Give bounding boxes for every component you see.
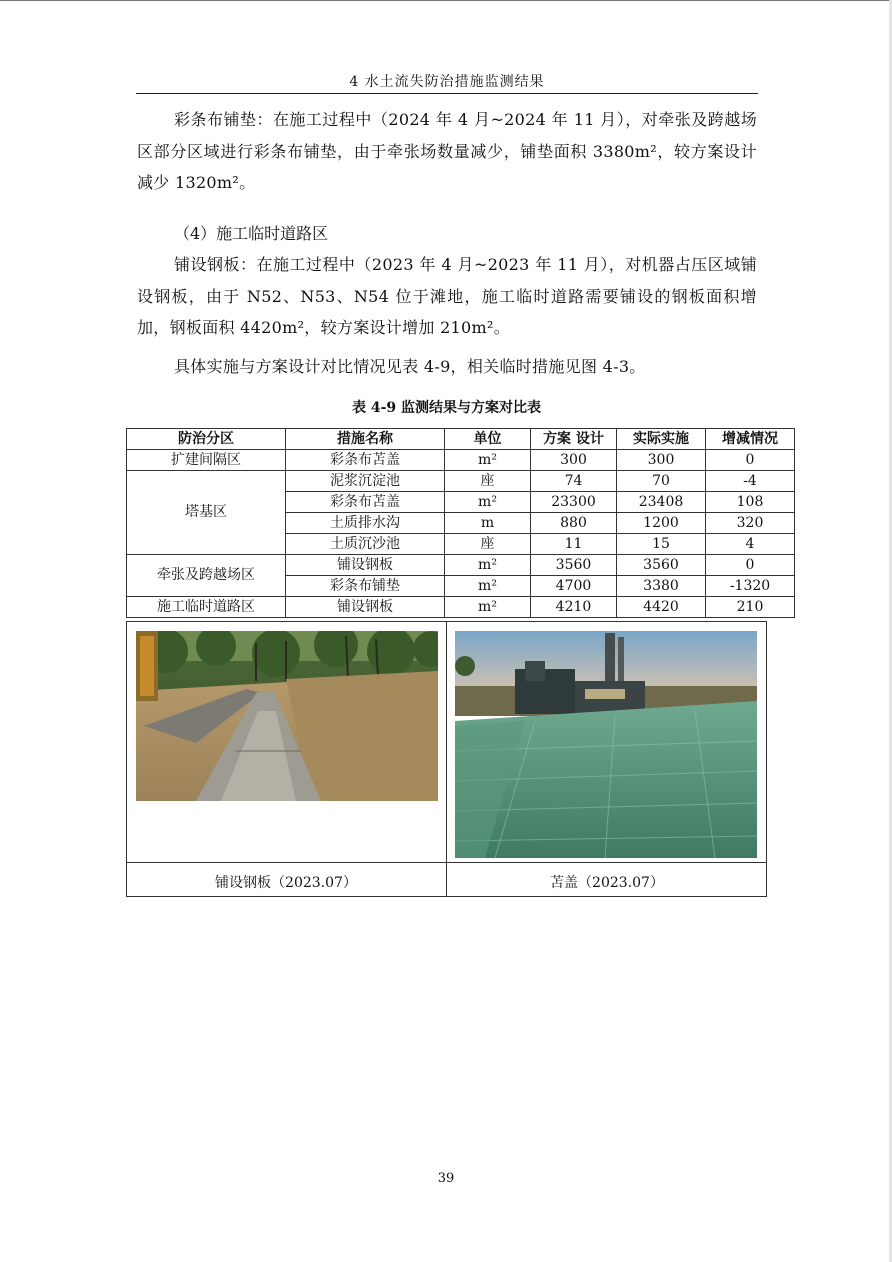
change-cell: -4 xyxy=(706,471,795,492)
planned-cell: 880 xyxy=(531,513,617,534)
header-rule xyxy=(136,93,758,94)
actual-cell: 15 xyxy=(617,534,706,555)
page-number: 39 xyxy=(437,1171,455,1186)
running-header: 4 水土流失防治措施监测结果 xyxy=(349,74,545,90)
change-cell: 0 xyxy=(706,555,795,576)
change-cell: 320 xyxy=(706,513,795,534)
actual-cell: 3380 xyxy=(617,576,706,597)
photo-caption-rule xyxy=(126,862,767,863)
photo-caption-right: 苫盖（2023.07） xyxy=(550,875,664,891)
measure-cell: 铺设钢板 xyxy=(286,597,445,618)
unit-cell: m² xyxy=(445,555,531,576)
paragraph-colored-cloth-mat: 彩条布铺垫：在施工过程中（2024 年 4 月~2024 年 11 月），对牵张及跨越场区部分区域进行彩条布铺垫，由于牵张场数量减少，铺垫面积 3380m²，较方案设计减少 1320m²。 xyxy=(137,110,757,192)
table-row xyxy=(127,555,795,576)
measure-cell: 土质沉沙池 xyxy=(286,534,445,555)
change-cell: -1320 xyxy=(706,576,795,597)
zone-cell: 扩建间隔区 xyxy=(127,450,286,471)
change-cell: 210 xyxy=(706,597,795,618)
planned-cell: 74 xyxy=(531,471,617,492)
paragraph-steel-plate: 铺设钢板：在施工过程中（2023 年 4 月~2023 年 11 月），对机器占压区域铺设钢板，由于 N52、N53、N54 位于滩地，施工临时道路需要铺设的钢板面积增加，钢板面积 4420m²，较方案设计增加 210m²。 xyxy=(137,255,757,337)
comparison-table xyxy=(126,428,795,618)
change-cell: 0 xyxy=(706,450,795,471)
header-unit: 单位 xyxy=(445,429,531,450)
zone-cell: 施工临时道路区 xyxy=(127,597,286,618)
zone-cell: 牵张及跨越场区 xyxy=(127,555,286,597)
unit-cell: 座 xyxy=(445,471,531,492)
measure-cell: 彩条布苫盖 xyxy=(286,450,445,471)
actual-cell: 4420 xyxy=(617,597,706,618)
steel-plate-photo xyxy=(136,631,438,801)
planned-cell: 3560 xyxy=(531,555,617,576)
zone-cell: 塔基区 xyxy=(127,471,286,555)
measure-cell: 泥浆沉淀池 xyxy=(286,471,445,492)
change-cell: 108 xyxy=(706,492,795,513)
table-row xyxy=(127,450,795,471)
measure-cell: 彩条布苫盖 xyxy=(286,492,445,513)
unit-cell: m xyxy=(445,513,531,534)
measure-cell: 彩条布铺垫 xyxy=(286,576,445,597)
unit-cell: m² xyxy=(445,576,531,597)
planned-cell: 4700 xyxy=(531,576,617,597)
actual-cell: 1200 xyxy=(617,513,706,534)
actual-cell: 70 xyxy=(617,471,706,492)
header-zone: 防治分区 xyxy=(127,429,286,450)
actual-cell: 3560 xyxy=(617,555,706,576)
header-actual: 实际实施 xyxy=(617,429,706,450)
measure-cell: 铺设钢板 xyxy=(286,555,445,576)
header-change: 增减情况 xyxy=(706,429,795,450)
table-row xyxy=(127,597,795,618)
unit-cell: m² xyxy=(445,450,531,471)
table-row xyxy=(127,471,795,492)
planned-cell: 4210 xyxy=(531,597,617,618)
unit-cell: m² xyxy=(445,597,531,618)
net-cover-photo xyxy=(455,631,757,858)
planned-cell: 23300 xyxy=(531,492,617,513)
section-heading-temp-road: （4）施工临时道路区 xyxy=(174,224,329,243)
change-cell: 4 xyxy=(706,534,795,555)
unit-cell: 座 xyxy=(445,534,531,555)
header-planned: 方案 设计 xyxy=(531,429,617,450)
actual-cell: 300 xyxy=(617,450,706,471)
page-top-rule xyxy=(0,0,892,1)
photo-caption-left: 铺设钢板（2023.07） xyxy=(215,875,357,891)
planned-cell: 300 xyxy=(531,450,617,471)
planned-cell: 11 xyxy=(531,534,617,555)
paragraph-reference: 具体实施与方案设计对比情况见表 4-9，相关临时措施见图 4-3。 xyxy=(174,357,646,376)
photo-divider xyxy=(446,621,447,896)
header-measure: 措施名称 xyxy=(286,429,445,450)
actual-cell: 23408 xyxy=(617,492,706,513)
measure-cell: 土质排水沟 xyxy=(286,513,445,534)
table-header-row xyxy=(127,429,795,450)
table-caption: 表 4-9 监测结果与方案对比表 xyxy=(351,400,542,416)
unit-cell: m² xyxy=(445,492,531,513)
